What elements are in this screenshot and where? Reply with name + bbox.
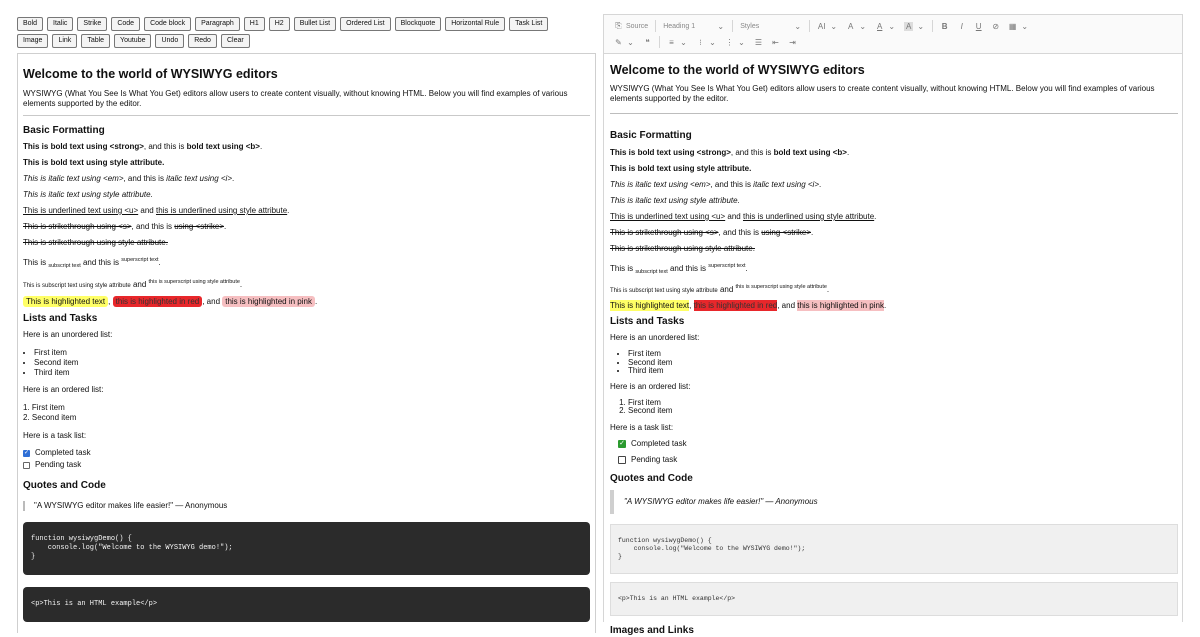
numbered-list-icon: ⋮ [725, 37, 734, 47]
subsup-paragraph: This is $_{subscript text}$ and this is $^{superscript text}$. [610, 263, 748, 275]
toolbar-separator [659, 36, 660, 48]
list-item: 2. Second item [628, 407, 1178, 416]
code-block-js: function wysiwygDemo() { console.log("Welcome to the WYSIWYG demo!"); } [610, 524, 1178, 574]
chevron-down-icon: ⌄ [738, 37, 745, 47]
bulleted-list-icon: ⁝ [699, 37, 702, 47]
list-item: • First item [628, 350, 1178, 359]
checkbox-unchecked[interactable] [23, 462, 30, 469]
bold-paragraph: This is bold text using <strong>, and this is bold text using <b>. [610, 148, 850, 157]
source-button[interactable]: ⎘ Source [615, 21, 649, 30]
redo-button[interactable]: Redo [188, 34, 217, 48]
chevron-down-icon: ⌄ [717, 21, 725, 31]
underline-icon: U [975, 21, 982, 31]
toolbar-separator [809, 20, 810, 32]
bullet-list-button[interactable]: Bullet List [294, 17, 336, 31]
clear-button[interactable]: Clear [221, 34, 250, 48]
heading-dropdown[interactable]: Heading 1 ⌄ [663, 21, 725, 31]
ordered-list [610, 399, 1178, 416]
right-editor [603, 14, 1183, 636]
unordered-list [23, 348, 590, 378]
chevron-down-icon: ⌄ [888, 21, 896, 31]
code-button[interactable]: Code [111, 17, 140, 31]
list-item: • Second item [34, 358, 590, 368]
link-button[interactable]: Link [52, 34, 77, 48]
font-family-icon: A [848, 21, 854, 31]
font-family-dropdown[interactable] [842, 18, 871, 34]
chevron-down-icon: ⌄ [709, 37, 716, 47]
toolbar-separator [655, 20, 656, 32]
chevron-down-icon: ⌄ [830, 21, 838, 31]
left-editor-content[interactable] [17, 53, 596, 633]
table-button[interactable]: Table [81, 34, 110, 48]
list-item: 1. First item [628, 399, 1178, 408]
checkbox-unchecked[interactable] [618, 456, 626, 464]
todo-list-icon: ☰ [754, 37, 763, 47]
heading-images-links: Images and Links [610, 624, 694, 636]
highlight-dropdown[interactable] [610, 34, 639, 50]
paragraph-button[interactable]: Paragraph [195, 17, 240, 31]
toolbar-separator [732, 20, 733, 32]
code-block-html: <p>This is an HTML example</p> [610, 582, 1178, 616]
indent-icon: ⇥ [789, 37, 796, 47]
list-item: 2. Second item [23, 413, 590, 423]
code-block-js: function wysiwygDemo() { console.log("Welcome to the WYSIWYG demo!"); } [23, 522, 590, 575]
code-block-button[interactable]: Code block [144, 17, 191, 31]
list-item: • Third item [34, 368, 590, 378]
source-icon: ⎘ [615, 21, 622, 30]
chevron-down-icon: ⌄ [859, 21, 867, 31]
doc-intro: WYSIWYG (What You See Is What You Get) editors allow users to create content visually, without knowing HTML. Below you will find examples of various elements supported by the editor. [23, 89, 568, 108]
italic-icon: I [960, 21, 963, 31]
heading-basic-formatting: Basic Formatting [23, 125, 105, 136]
bold-button[interactable] [936, 18, 953, 34]
ordered-list [23, 403, 590, 423]
chevron-down-icon: ⌄ [1021, 21, 1029, 31]
highlight-icon: ✎ [615, 37, 622, 47]
bulleted-list-dropdown[interactable] [692, 34, 721, 50]
ordered-list-button[interactable]: Ordered List [340, 17, 391, 31]
list-item: • Third item [628, 367, 1178, 376]
horizontal-rule [23, 115, 590, 116]
link-button[interactable] [987, 18, 1004, 34]
undo-button[interactable]: Undo [155, 34, 184, 48]
unordered-intro: Here is an unordered list: [23, 330, 113, 339]
blockquote: "A WYSIWYG editor makes life easier!" — Anonymous [610, 490, 1178, 514]
task-item-completed: ✓ Completed task [23, 448, 91, 457]
left-editor [17, 17, 596, 622]
doc-intro: WYSIWYG (What You See Is What You Get) editors allow users to create content visually, without knowing HTML. Below you will find examples of various elements supported by the editor. [610, 84, 1155, 103]
quote-icon: ❝ [645, 37, 650, 47]
strike-paragraph: This is strikethrough using <s>, and this is using <strike>. [610, 228, 814, 237]
checkbox-checked[interactable]: ✓ [23, 450, 30, 456]
table-icon: ▦ [1008, 21, 1017, 31]
italic-button[interactable] [953, 18, 970, 34]
italic-paragraph: This is italic text using <em>, and this is italic text using <i>. [23, 174, 235, 183]
doc-title: Welcome to the world of WYSIWYG editors [610, 63, 865, 77]
bold-button[interactable]: Bold [17, 17, 43, 31]
outdent-button[interactable] [767, 34, 784, 50]
highlight-paragraph: This is highlighted text , this is highlighted in red , and this is highlighted in pink . [23, 294, 590, 312]
list-item: • First item [34, 348, 590, 358]
list-item: 1. First item [23, 403, 590, 413]
align-left-icon: ≡ [669, 37, 674, 47]
h1-button[interactable]: H1 [244, 17, 265, 31]
checkbox-checked[interactable]: ✓ [619, 439, 625, 447]
font-size-dropdown[interactable] [813, 18, 842, 34]
image-button[interactable]: Image [17, 34, 48, 48]
horizontal-rule [610, 113, 1178, 114]
italic-style-paragraph: This is italic text using style attribute. [610, 196, 740, 205]
chevron-down-icon: ⌄ [794, 21, 802, 31]
task-item-pending: Pending task [610, 452, 1178, 468]
task-intro: Here is a task list: [610, 422, 674, 432]
heading-quotes-code: Quotes and Code [610, 472, 693, 484]
ordered-intro: Here is an ordered list: [23, 385, 104, 394]
code-block-html: <p>This is an HTML example</p> [23, 587, 590, 622]
font-size-icon: AI [817, 21, 826, 31]
subsup-style-paragraph: This is subscript text using style attribute and $^{this is superscript using style attribute}$. [610, 284, 830, 294]
blockquote-button[interactable] [639, 34, 656, 50]
task-intro: Here is a task list: [23, 431, 87, 440]
link-icon: ⊘ [992, 21, 1000, 31]
highlight-paragraph: This is highlighted text, this is highlighted in red, and this is highlighted in pink. [610, 301, 887, 310]
right-toolbar [604, 15, 1182, 54]
ordered-intro: Here is an ordered list: [610, 381, 691, 391]
heading-lists-tasks: Lists and Tasks [23, 313, 98, 324]
heading-quotes-code: Quotes and Code [23, 480, 106, 491]
h2-button[interactable]: H2 [269, 17, 290, 31]
unordered-intro: Here is an unordered list: [610, 333, 700, 342]
font-background-dropdown[interactable] [900, 18, 929, 34]
chevron-down-icon: ⌄ [917, 21, 925, 31]
strike-paragraph: This is strikethrough using <s>, and this is using <strike>. [23, 222, 227, 231]
blockquote-button[interactable]: Blockquote [395, 17, 442, 31]
table-dropdown[interactable] [1004, 18, 1033, 34]
font-background-icon: A [906, 21, 912, 31]
bold-style-paragraph: This is bold text using style attribute. [23, 158, 165, 167]
heading-lists-tasks: Lists and Tasks [610, 316, 685, 327]
italic-paragraph: This is italic text using <em>, and this is italic text using <i>. [610, 180, 822, 189]
todo-list-button[interactable] [750, 34, 767, 50]
font-color-icon: A [877, 21, 883, 31]
heading-basic-formatting: Basic Formatting [610, 130, 692, 141]
task-list-button[interactable]: Task List [509, 17, 548, 31]
subsup-paragraph: This is $_{subscript text}$ and this is $^{superscript text}$. [23, 257, 161, 269]
doc-title: Welcome to the world of WYSIWYG editors [23, 67, 278, 81]
task-item-pending: Pending task [23, 459, 590, 471]
blockquote: "A WYSIWYG editor makes life easier!" — Anonymous [23, 501, 590, 511]
underline-button[interactable] [970, 18, 987, 34]
bold-style-paragraph: This is bold text using style attribute. [610, 164, 752, 173]
task-item-completed: ✓ Completed task [619, 438, 687, 448]
numbered-list-dropdown[interactable] [721, 34, 750, 50]
font-color-dropdown[interactable] [871, 18, 900, 34]
chevron-down-icon: ⌄ [627, 37, 634, 47]
italic-button[interactable]: Italic [47, 17, 73, 31]
subsup-style-paragraph: This is subscript text using style attribute and $^{this is superscript using style attribute}$. [23, 279, 243, 289]
chevron-down-icon: ⌄ [680, 37, 687, 47]
unordered-list [610, 350, 1178, 376]
right-editor-content[interactable] [610, 63, 1178, 636]
underline-paragraph: This is underlined text using <u> and this is underlined using style attribute. [610, 212, 877, 221]
styles-dropdown[interactable]: Styles ⌄ [740, 21, 802, 31]
italic-style-paragraph: This is italic text using style attribute. [23, 190, 153, 199]
toolbar-separator [932, 20, 933, 32]
list-item: • Second item [628, 359, 1178, 368]
strike-style-paragraph: This is strikethrough using style attribute. [610, 244, 755, 253]
bold-icon: B [941, 21, 948, 31]
youtube-button[interactable]: Youtube [114, 34, 151, 48]
horizontal-rule-button[interactable]: Horizontal Rule [445, 17, 505, 31]
strike-button[interactable]: Strike [77, 17, 107, 31]
outdent-icon: ⇤ [772, 37, 779, 47]
strike-style-paragraph: This is strikethrough using style attribute. [23, 238, 168, 247]
left-toolbar [17, 17, 577, 48]
underline-paragraph: This is underlined text using <u> and this is underlined using style attribute. [23, 206, 290, 215]
indent-button[interactable] [784, 34, 801, 50]
align-dropdown[interactable] [663, 34, 692, 50]
bold-paragraph: This is bold text using <strong>, and this is bold text using <b>. [23, 142, 263, 151]
